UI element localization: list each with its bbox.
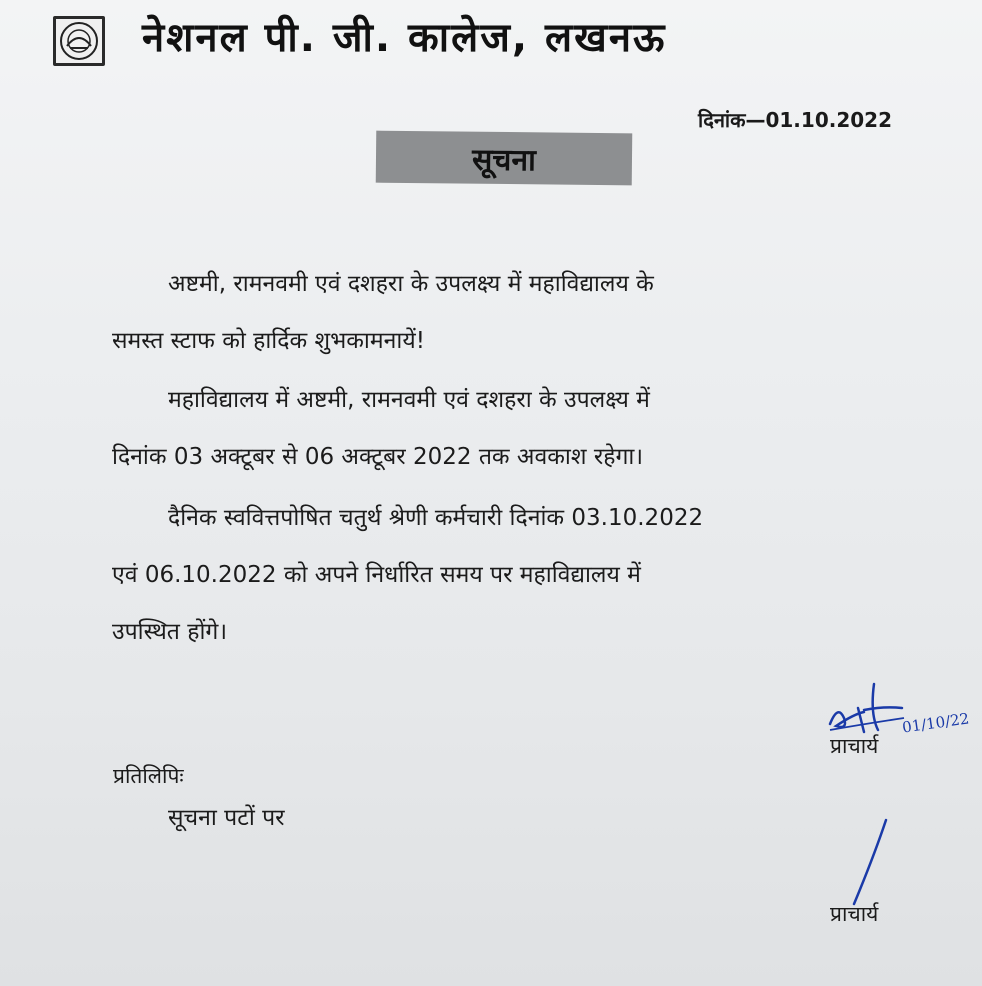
principal-signature-block [824,674,974,766]
principal-title-second: प्राचार्य [830,902,879,926]
college-name: नेशनल पी. जी. कालेज, लखनऊ [142,15,667,61]
paragraph-line: अष्टमी, रामनवमी एवं दशहरा के उपलक्ष्य में महाविद्यालय के [168,271,654,297]
paragraph-line: समस्त स्टाफ को हार्दिक शुभकामनायें! [112,328,425,354]
paragraph-line: एवं 06.10.2022 को अपने निर्धारित समय पर महाविद्यालय में [112,562,641,588]
paragraph-staff-attendance [112,490,904,661]
handwritten-date: 01/10/22 [901,709,971,737]
principal-title: प्राचार्य [830,734,879,758]
college-logo-icon [53,16,105,66]
paragraph-greetings [112,256,904,370]
paragraph-line: महाविद्यालय में अष्टमी, रामनवमी एवं दशहरा के उपलक्ष्य में [168,387,650,413]
notice-title-banner [376,131,633,186]
paragraph-line: उपस्थित होंगे। [112,619,228,645]
copy-recipient: सूचना पटों पर [168,805,285,831]
paragraph-line: दैनिक स्ववित्तपोषित चतुर्थ श्रेणी कर्मचारी दिनांक 03.10.2022 [168,505,704,531]
paragraph-holiday [112,372,904,486]
notice-title: सूचना [471,142,537,178]
paragraph-line: दिनांक 03 अक्टूबर से 06 अक्टूबर 2022 तक अवकाश रहेगा। [112,444,644,470]
notice-date: दिनांक—01.10.2022 [698,108,892,132]
copy-heading: प्रतिलिपिः [113,764,184,788]
